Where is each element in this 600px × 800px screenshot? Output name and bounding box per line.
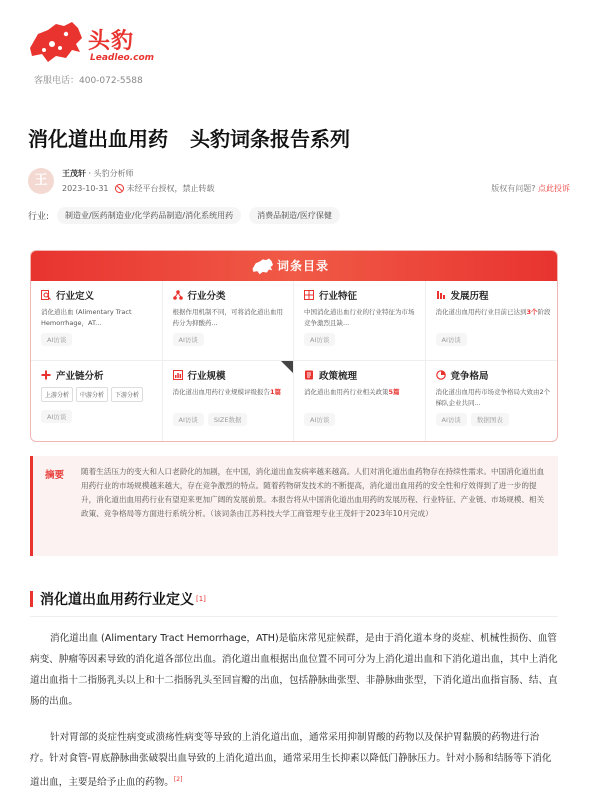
author-info: 王茂轩 · 头豹分析师 [62, 169, 134, 178]
toc-item-features[interactable] [294, 281, 426, 361]
section-accent-bar [30, 591, 33, 607]
toc-item-competition[interactable] [426, 361, 558, 441]
toc-item-title: 竞争格局 [450, 371, 489, 382]
hotline: 客服电话：400-072-5588 [34, 76, 143, 86]
toc-item-title: 发展历程 [450, 291, 489, 302]
ai-interview-chip[interactable]: AI访谈 [304, 413, 335, 426]
toc-item-title: 行业分类 [187, 291, 226, 302]
toc-item-desc: 消化道出血用药行业相关政策5篇 [304, 388, 400, 396]
ai-interview-chip[interactable]: AI访谈 [173, 333, 204, 346]
abstract-text: 随着生活压力的变大和人口老龄化的加剧，在中国，消化道出血发病率越来越高。人们对消化道出血药物存在持续性需求。中国消化道出血用药行业的市场规模越来越大，存在竞争激烈的特点。随着药物研发技术的不断提高，消化道出血用药的安全性和疗效得到了进一步的提升，消化道出血用药行业有望迎来更加广阔的发展前景。本报告将从中国消化道出血用药的发展历程、行业特征、产业链、市场规模、相关政策、竞争格局等方面进行系统分析。（该词条由江苏科技大学工商管理专业王茂轩于2023年10月完成） [81, 467, 545, 518]
toc-item-desc: 中国消化道出血行业的行业特征为市场竞争激烈且缺... [304, 308, 415, 327]
industry-label: 行业: [28, 212, 50, 222]
paragraph: 消化道出血 (Alimentary Tract Hemorrhage，ATH)是临床常见症候群，是由于消化道本身的炎症、机械性损伤、血管病变、肿瘤等因素导致的消化道各部位出血。消化道出血根据出血位置不同可分为上消化道出血和下消化道出血，其中上消化道出血指十二指肠乳头以上和十二指肠乳头至回盲瓣的出血，包括静脉曲张型、非静脉曲张型，下消化道出血指盲肠、结、直肠的出血。 [30, 633, 558, 707]
chain-icon [41, 370, 51, 380]
author-org: 头豹分析师 [93, 169, 134, 178]
divider [30, 616, 558, 617]
reference-link[interactable]: [1] [196, 595, 206, 603]
industry-tags [28, 207, 340, 224]
toc-item-title: 政策梳理 [319, 371, 358, 382]
ai-interview-chip[interactable]: AI访谈 [304, 333, 335, 346]
pie-chart-icon [436, 370, 446, 380]
size-data-chip[interactable]: SIZE数据 [208, 413, 248, 426]
toc-item-definition[interactable] [31, 281, 163, 361]
search-doc-icon [41, 290, 51, 300]
repost-notice: 未经平台授权，禁止转载 [126, 184, 215, 193]
paragraph: 针对胃部的炎症性病变或溃疡性病变等导致的上消化道出血，通常采用抑制胃酸的药物以及保护胃黏膜的药物进行治疗。针对食管-胃底静脉曲张破裂出血导致的上消化道出血，通常采用生长抑素以降低门静脉压力。针对小肠和结肠等下消化道出血，主要是给予止血的药物。[2] [30, 732, 552, 789]
toc-item-desc: 消化道出血用药行业规模评级报告1篇 [172, 388, 282, 396]
publish-meta [62, 183, 215, 194]
leopard-icon [30, 22, 82, 62]
hierarchy-icon [173, 290, 183, 300]
toc-item-desc: 根据作用机制不同，可将消化道出血用药分为抑酸药... [172, 308, 283, 327]
toc-item-classification[interactable] [163, 281, 295, 361]
toc-item-title: 行业规模 [187, 371, 226, 382]
no-repost-icon [115, 184, 124, 193]
toc-panel [30, 250, 558, 442]
toc-item-industry-chain[interactable] [31, 361, 163, 441]
ai-interview-chip[interactable]: AI访谈 [436, 333, 467, 346]
midstream-step[interactable]: 中游分析 [76, 387, 108, 402]
toc-item-desc: 消化道出血 (Alimentary Tract Hemorrhage，AT... [41, 308, 132, 327]
ai-interview-chip[interactable]: AI访谈 [41, 410, 72, 423]
toc-item-title: 行业定义 [56, 291, 95, 302]
abstract-box [30, 456, 558, 556]
ai-interview-chip[interactable]: AI访谈 [41, 333, 72, 346]
copyright-complaint [491, 183, 570, 194]
upstream-step[interactable]: 上游分析 [41, 387, 73, 402]
downstream-step[interactable]: 下游分析 [111, 387, 143, 402]
section-title: 消化道出血用药行业定义 [40, 592, 194, 608]
industry-tag[interactable]: 制造业/医药制造业/化学药品制造/消化系统用药 [57, 207, 241, 224]
abstract-label: 摘要 [45, 470, 65, 481]
toc-item-scale[interactable] [163, 361, 295, 441]
complain-link[interactable]: 点此投诉 [538, 184, 570, 193]
brand-site: Leadleo.com [90, 53, 155, 63]
toc-item-history[interactable] [426, 281, 558, 361]
industry-tag[interactable]: 消费品制造/医疗保健 [249, 207, 340, 224]
toc-item-title: 行业特征 [319, 291, 358, 302]
report-title: 消化道出血用药 [28, 127, 168, 151]
brand-name: 头豹 [88, 29, 135, 54]
toc-item-desc: 消化道出血用药市场竞争格局大致由2个梯队企业共同... [435, 388, 551, 407]
bar-chart-icon [173, 370, 183, 380]
author-name: 王茂轩 [62, 169, 86, 178]
features-grid-icon [304, 290, 314, 300]
page-title [28, 123, 350, 152]
ai-interview-chip[interactable]: AI访谈 [173, 413, 204, 426]
toc-item-title: 产业链分析 [56, 371, 104, 382]
data-chart-chip[interactable]: 数据图表 [471, 413, 509, 426]
toc-grid [31, 281, 557, 441]
history-icon [436, 290, 446, 300]
report-series: 头豹词条报告系列 [190, 127, 350, 151]
leopard-icon [251, 256, 273, 276]
chain-steps [41, 387, 156, 402]
publish-date: 2023-10-31 [62, 184, 109, 193]
corner-marker-icon [281, 361, 293, 373]
avatar: 王 [28, 168, 54, 194]
toc-header [31, 251, 557, 281]
ai-interview-chip[interactable]: AI访谈 [436, 413, 467, 426]
policy-doc-icon [304, 370, 314, 380]
reference-link[interactable]: [2] [173, 776, 183, 783]
toc-title: 词条目录 [277, 259, 330, 273]
toc-item-desc: 消化道出血用药行业目前已达到3个阶段 [435, 308, 551, 316]
toc-item-policy[interactable] [294, 361, 426, 441]
copyright-question: 版权有问题? [491, 184, 536, 193]
section-heading [30, 589, 206, 609]
